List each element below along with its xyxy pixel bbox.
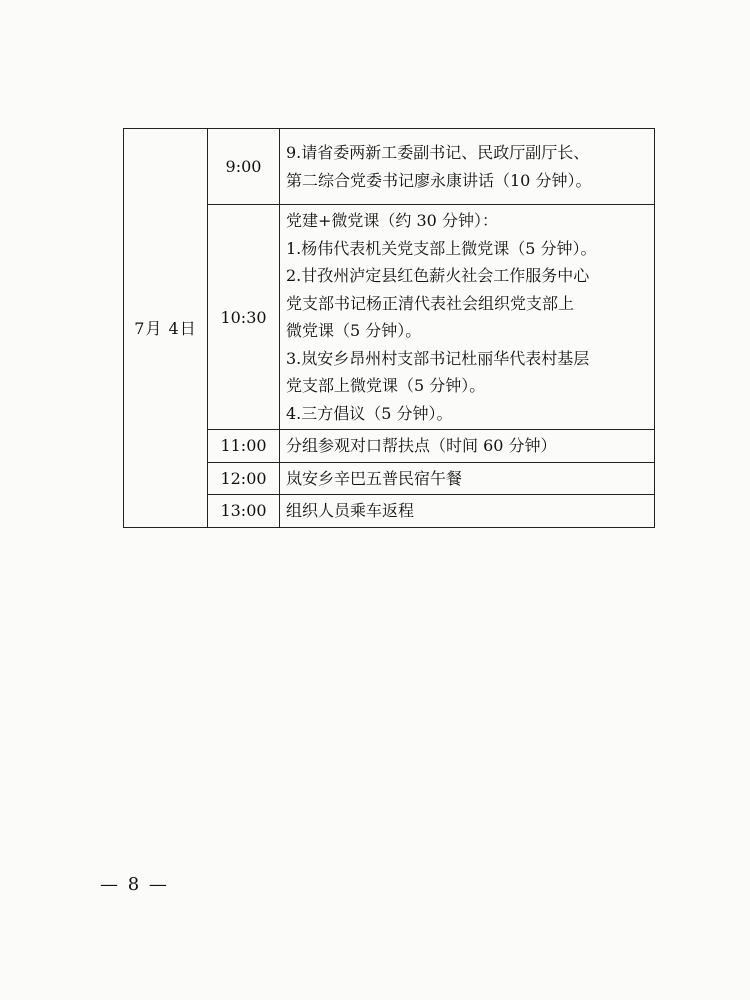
content-line: 组织人员乘车返程 (286, 501, 415, 520)
content-line: 4.三方倡议（5 分钟）。 (286, 403, 453, 423)
content-line: 党支部书记杨正清代表社会组织党支部上 (286, 293, 575, 313)
content-cell (280, 462, 655, 495)
time-cell: 11:00 (208, 430, 280, 463)
time-cell: 12:00 (208, 462, 280, 495)
content-cell (280, 129, 655, 205)
content-line: 2.甘孜州泸定县红色薪火社会工作服务中心 (286, 266, 590, 285)
content-cell (280, 205, 655, 430)
content-line: 分组参观对口帮扶点（时间 60 分钟） (286, 436, 557, 455)
date-cell: 7月 4日 (124, 129, 208, 528)
content-line: 岚安乡辛巴五普民宿午餐 (286, 468, 463, 488)
page-number: — 8 — (100, 874, 169, 895)
content-line: 3.岚安乡昂州村支部书记杜丽华代表村基层 (286, 348, 590, 368)
content-line: 微党课（5 分钟）。 (286, 321, 422, 340)
content-cell (280, 430, 655, 463)
time-cell: 10:30 (208, 205, 280, 430)
schedule-table (123, 128, 655, 528)
content-line: 党支部上微党课（5 分钟）。 (286, 376, 486, 395)
time-cell: 9:00 (208, 129, 280, 205)
content-line: 1.杨伟代表机关党支部上微党课（5 分钟）。 (286, 238, 597, 258)
content-line: 9.请省委两新工委副书记、民政厅副厅长、 (286, 143, 590, 162)
content-cell (280, 495, 655, 528)
table-row (124, 129, 655, 205)
content-line: 第二综合党委书记廖永康讲话（10 分钟）。 (286, 170, 592, 190)
time-cell: 13:00 (208, 495, 280, 528)
content-line: 党建+微党课（约 30 分钟）： (286, 211, 498, 230)
